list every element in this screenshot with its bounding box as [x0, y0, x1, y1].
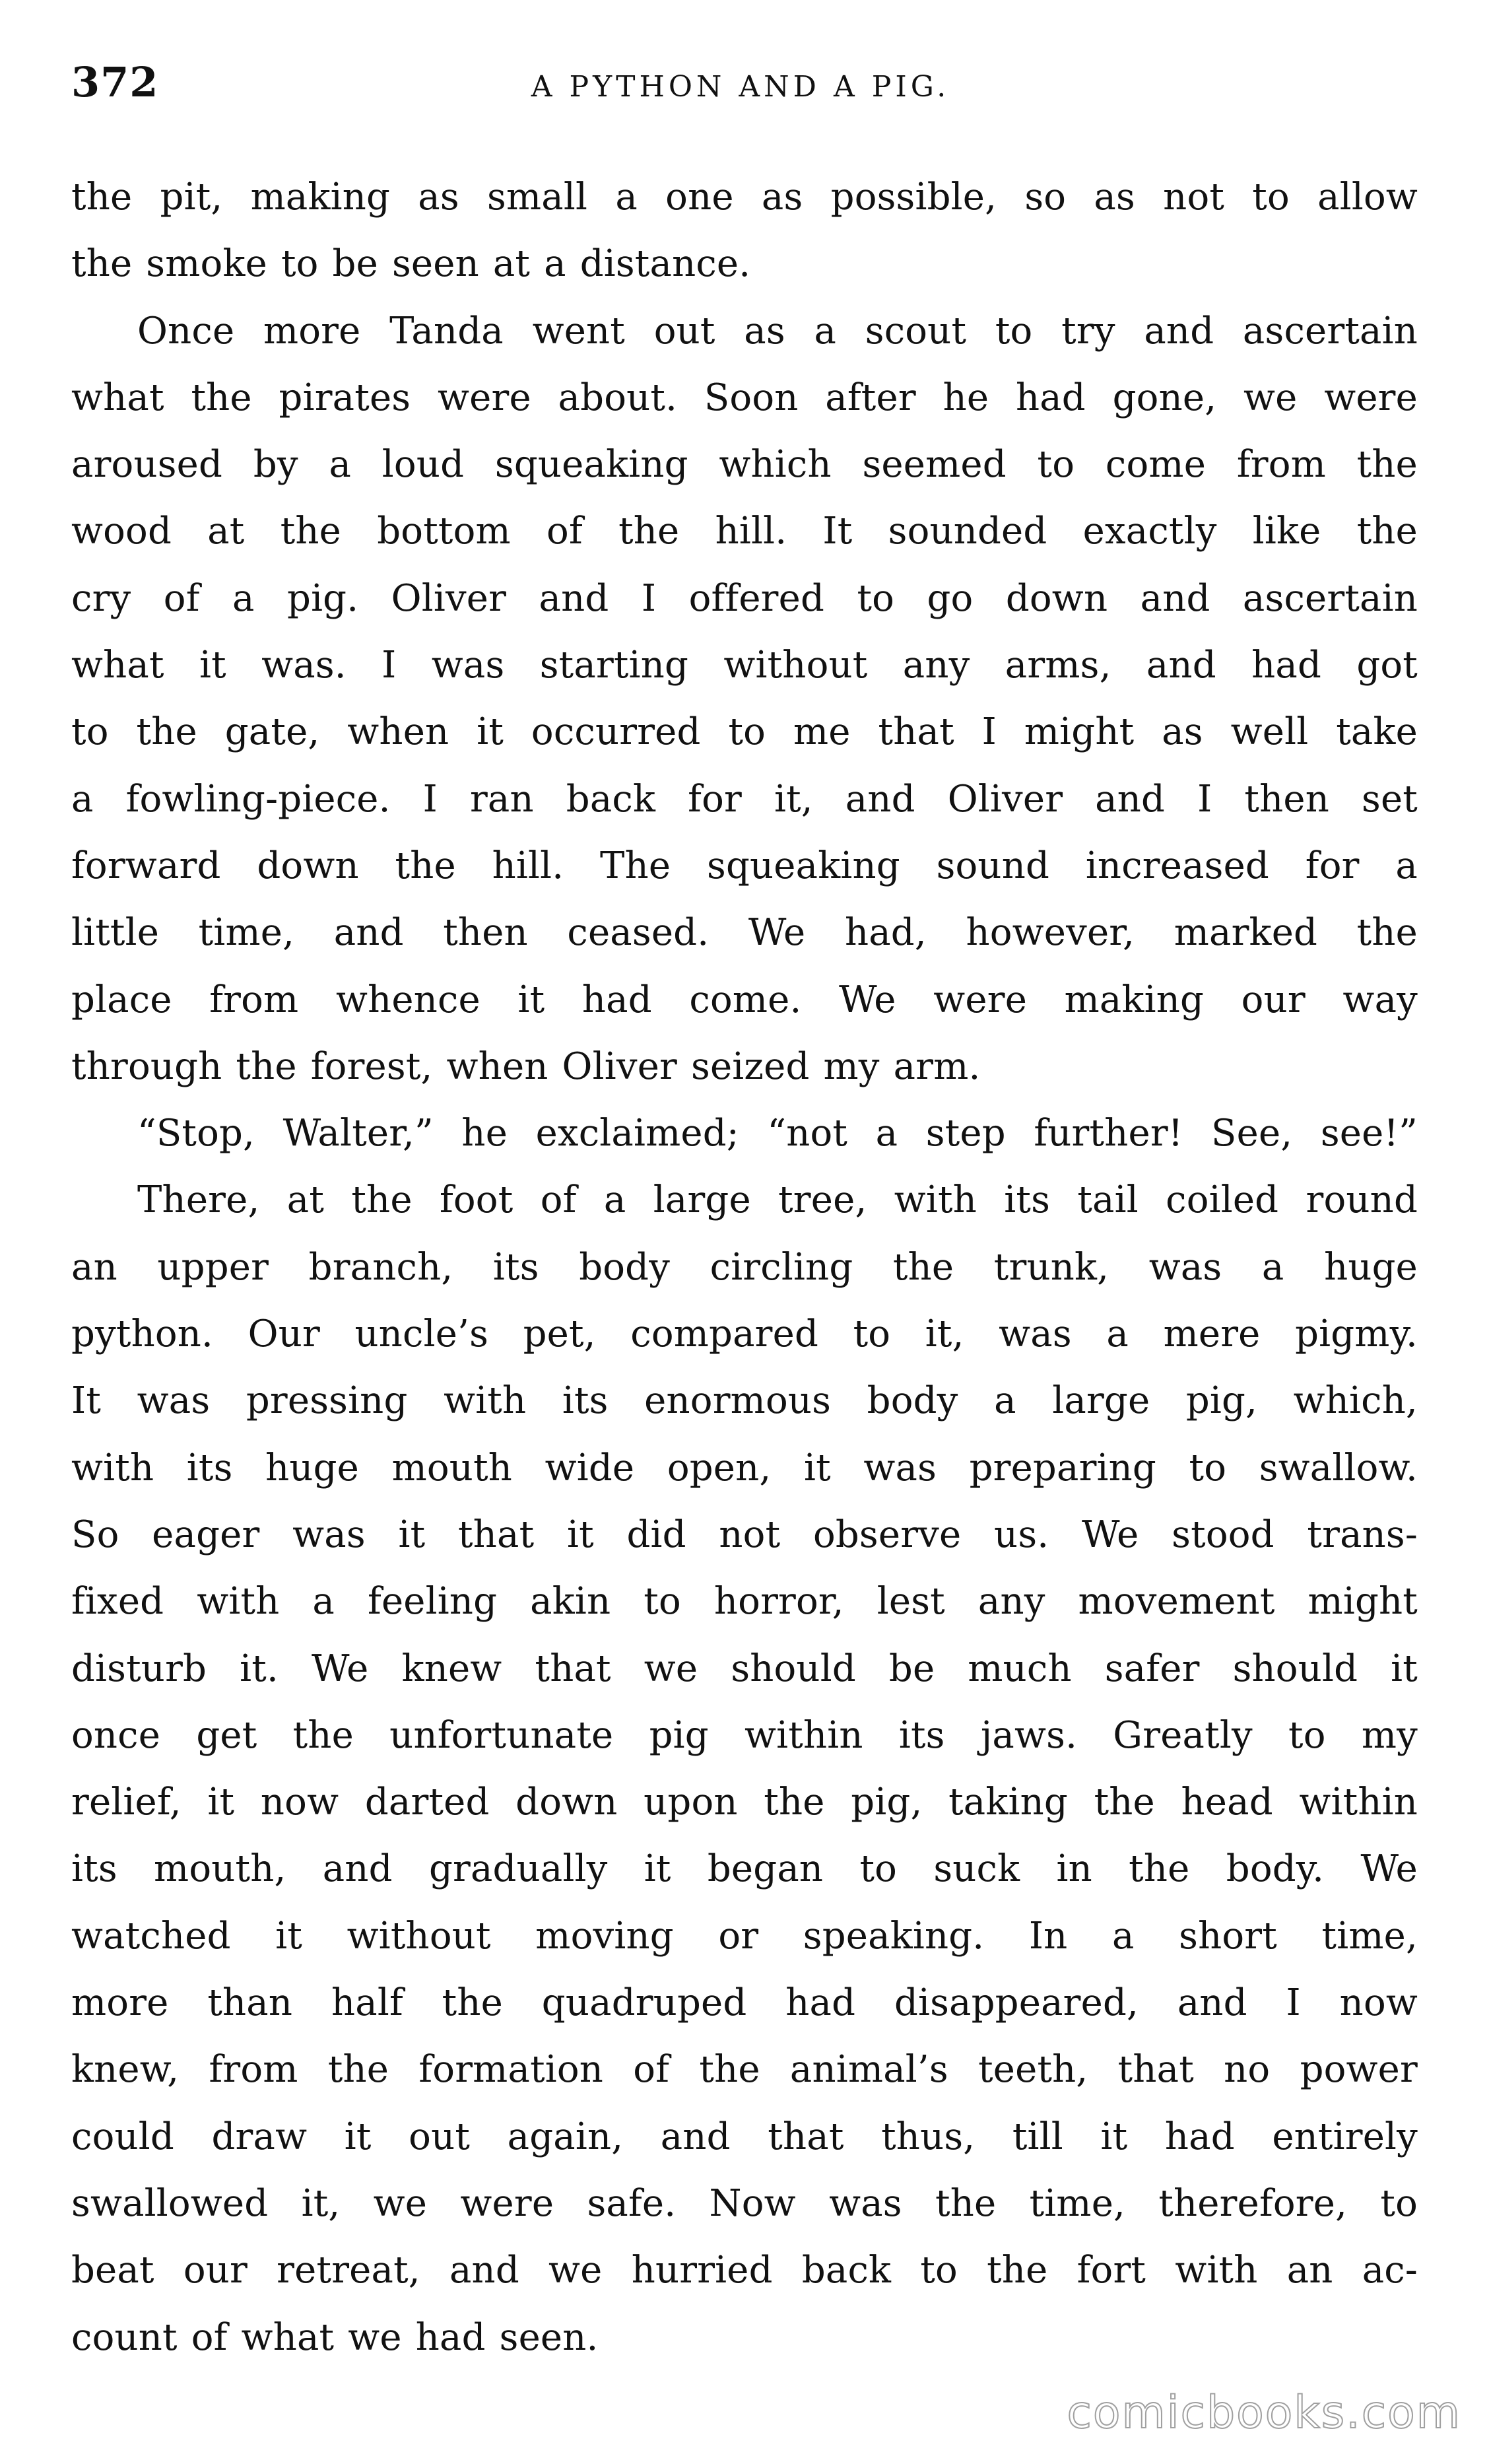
text-line: more than half the quadruped had disappeared, and I now	[71, 1981, 1418, 2025]
page-header	[71, 46, 1410, 125]
text-line: swallowed it, we were safe. Now was the time, therefore, to	[71, 2181, 1418, 2225]
text-line: knew, from the formation of the animal’s teeth, that no power	[71, 2048, 1418, 2092]
text-line: an upper branch, its body circling the trunk, was a huge	[71, 1245, 1418, 1289]
text-line: the pit, making as small a one as possible, so as not to allow	[71, 176, 1418, 219]
text-line: It was pressing with its enormous body a large pig, which,	[71, 1379, 1418, 1423]
text-line: relief, it now darted down upon the pig, taking the head within	[71, 1781, 1418, 1824]
text-line: could draw it out again, and that thus, till it had entirely	[71, 2115, 1418, 2158]
text-line: little time, and then ceased. We had, however, marked the	[71, 911, 1418, 955]
running-title: A PYTHON AND A PIG.	[531, 70, 950, 104]
text-line: disturb it. We knew that we should be much safer should it	[71, 1647, 1418, 1690]
text-line: “Stop, Walter,” he exclaimed; “not a step further! See, see!”	[137, 1112, 1418, 1155]
text-line: with its huge mouth wide open, it was preparing to swallow.	[71, 1446, 1418, 1489]
text-line: once get the unfortunate pig within its jaws. Greatly to my	[71, 1713, 1418, 1757]
page-number: 372	[71, 58, 159, 106]
text-line: what it was. I was starting without any arms, and had got	[71, 644, 1418, 687]
text-line: There, at the foot of a large tree, with its tail coiled round	[137, 1179, 1418, 1222]
text-line: a fowling-piece. I ran back for it, and Oliver and I then set	[71, 777, 1418, 821]
text-line: python. Our uncle’s pet, compared to it, was a mere pigmy.	[71, 1313, 1418, 1356]
text-line: wood at the bottom of the hill. It sounded exactly like the	[71, 510, 1418, 553]
text-line: watched it without moving or speaking. In a short time,	[71, 1914, 1418, 1958]
text-line: through the forest, when Oliver seized my arm.	[71, 1044, 981, 1088]
text-line: place from whence it had come. We were making our way	[71, 978, 1418, 1021]
watermark: comicbooks.com	[1067, 2387, 1461, 2439]
text-line: fixed with a feeling akin to horror, lest any movement might	[71, 1580, 1418, 1624]
text-line: So eager was it that it did not observe us. We stood trans-	[71, 1513, 1418, 1556]
text-line: cry of a pig. Oliver and I offered to go down and ascertain	[71, 576, 1418, 620]
text-line: Once more Tanda went out as a scout to try and ascertain	[137, 309, 1418, 353]
text-line: aroused by a loud squeaking which seemed to come from the	[71, 443, 1418, 487]
text-line: the smoke to be seen at a distance.	[71, 242, 751, 286]
text-line: forward down the hill. The squeaking sound increased for a	[71, 844, 1418, 887]
text-line: beat our retreat, and we hurried back to the fort with an ac-	[71, 2249, 1418, 2292]
body-text	[71, 164, 1418, 2371]
text-line: what the pirates were about. Soon after he had gone, we were	[71, 376, 1418, 419]
text-line: to the gate, when it occurred to me that I might as well take	[71, 710, 1418, 754]
text-line: count of what we had seen.	[71, 2315, 599, 2359]
text-line: its mouth, and gradually it began to suck in the body. We	[71, 1847, 1418, 1891]
